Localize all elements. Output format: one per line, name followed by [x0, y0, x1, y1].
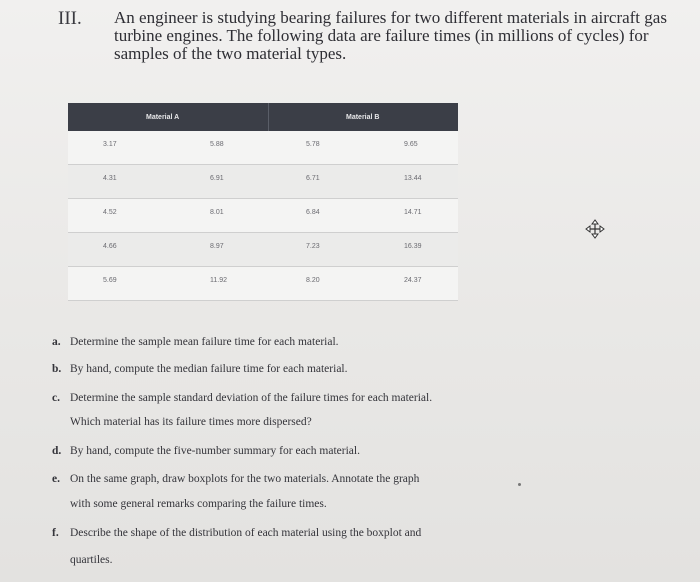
- table-row: [68, 131, 458, 165]
- intro-line: samples of the two material types.: [114, 44, 347, 63]
- table-cell: 13.44: [404, 175, 422, 182]
- question-label: a.: [52, 336, 61, 348]
- question-label: d.: [52, 445, 62, 457]
- failure-times-table: [68, 103, 458, 300]
- table-cell: 4.52: [103, 209, 117, 216]
- table-row: [68, 233, 458, 267]
- table-cell: 14.71: [404, 209, 422, 216]
- table-cell: 8.97: [210, 243, 224, 250]
- table-cell: 24.37: [404, 277, 422, 284]
- table-cell: 16.39: [404, 243, 422, 250]
- question-text-cont: Which material has its failure times more dispersed?: [70, 416, 312, 428]
- question-c: [52, 392, 432, 404]
- table-cell: 3.17: [103, 141, 117, 148]
- table-row: [68, 199, 458, 233]
- table-cell: 8.20: [306, 277, 320, 284]
- question-text: By hand, compute the median failure time for each material.: [70, 363, 348, 375]
- question-e: [52, 473, 419, 485]
- question-text: Determine the sample standard deviation of the failure times for each material.: [70, 392, 433, 404]
- table-cell: 4.66: [103, 243, 117, 250]
- table-cell: 8.01: [210, 209, 224, 216]
- intro-line: An engineer is studying bearing failures for two different materials in aircraft gas: [114, 8, 667, 27]
- question-text: By hand, compute the five-number summary for each material.: [70, 445, 360, 457]
- table-cell: 5.69: [103, 277, 117, 284]
- question-text: On the same graph, draw boxplots for the two materials. Annotate the graph: [70, 473, 420, 485]
- question-d: [52, 445, 360, 457]
- question-text-cont: quartiles.: [70, 554, 113, 566]
- header-divider: [268, 103, 269, 131]
- table-cell: 5.88: [210, 141, 224, 148]
- question-text-cont: with some general remarks comparing the failure times.: [70, 498, 327, 510]
- problem-intro: [114, 9, 699, 63]
- table-cell: 7.23: [306, 243, 320, 250]
- table-row: [68, 165, 458, 199]
- question-text: Describe the shape of the distribution of each material using the boxplot and: [70, 527, 422, 539]
- move-cursor-icon: [585, 219, 605, 239]
- table-cell: 9.65: [404, 141, 418, 148]
- question-a: [52, 336, 339, 348]
- question-label: f.: [52, 527, 59, 539]
- table-row: [68, 267, 458, 301]
- table-cell: 6.71: [306, 175, 320, 182]
- table-cell: 6.84: [306, 209, 320, 216]
- question-b: [52, 363, 348, 375]
- header-material-a: Material A: [146, 114, 180, 121]
- intro-line: turbine engines. The following data are failure times (in millions of cycles) for: [114, 26, 649, 45]
- question-label: c.: [52, 392, 60, 404]
- question-label: e.: [52, 473, 60, 485]
- question-text: Determine the sample mean failure time for each material.: [70, 336, 339, 348]
- table-cell: 6.91: [210, 175, 224, 182]
- stray-mark: [518, 483, 521, 486]
- question-f: [52, 527, 421, 539]
- question-label: b.: [52, 363, 62, 375]
- table-cell: 4.31: [103, 175, 117, 182]
- table-header: [68, 103, 458, 131]
- table-cell: 11.92: [210, 277, 227, 284]
- header-material-b: Material B: [346, 114, 380, 121]
- table-cell: 5.78: [306, 141, 320, 148]
- problem-numeral: III.: [58, 8, 82, 29]
